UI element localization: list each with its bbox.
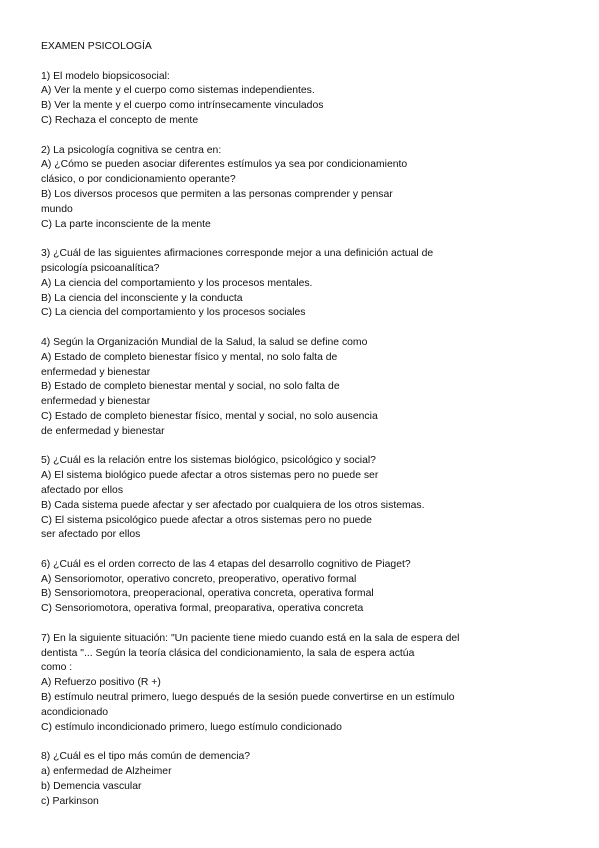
question-line: C) La ciencia del comportamiento y los procesos sociales	[41, 307, 306, 319]
question-line: A) Refuerzo positivo (R +)	[41, 677, 161, 689]
question-line: C) El sistema psicológico puede afectar a otros sistemas pero no puede	[41, 514, 372, 526]
question-line: A) Estado de completo bienestar físico y mental, no solo falta de	[41, 351, 338, 363]
question-text: 4) Según la Organización Mundial de la Salud, la salud se define como	[41, 336, 368, 348]
document-page	[41, 40, 571, 824]
question-line: B) Los diversos procesos que permiten a las personas comprender y pensar	[41, 188, 393, 200]
question-block	[41, 558, 571, 617]
question-line: como :	[41, 662, 73, 674]
question-line: C) Estado de completo bienestar físico, mental y social, no solo ausencia	[41, 410, 378, 422]
question-text: 3) ¿Cuál de las siguientes afirmaciones corresponde mejor a una definición actual de	[41, 248, 434, 260]
question-line: C) estímulo incondicionado primero, luego estímulo condicionado	[41, 721, 342, 733]
question-line: enfermedad y bienestar	[41, 366, 151, 378]
question-line: B) estímulo neutral primero, luego después de la sesión puede convertirse en un estímulo	[41, 692, 455, 704]
question-text: 8) ¿Cuál es el tipo más común de demencia?	[41, 751, 251, 763]
question-line: mundo	[41, 203, 73, 215]
question-block	[41, 144, 571, 233]
question-text: 5) ¿Cuál es la relación entre los sistemas biológico, psicológico y social?	[41, 455, 376, 467]
question-text: 1) El modelo biopsicosocial:	[41, 70, 170, 82]
question-line: C) Sensoriomotora, operativa formal, preoparativa, operativa concreta	[41, 603, 364, 615]
question-line: psicología psicoanalítica?	[41, 262, 160, 274]
question-line: b) Demencia vascular	[41, 780, 142, 792]
question-line: clásico, o por condicionamiento operante?	[41, 174, 236, 186]
question-line: acondicionado	[41, 706, 109, 718]
question-line: B) Ver la mente y el cuerpo como intrínsecamente vinculados	[41, 100, 324, 112]
question-line: B) Sensoriomotora, preoperacional, operativa concreta, operativa formal	[41, 588, 374, 600]
question-block	[41, 247, 571, 321]
question-line: B) Cada sistema puede afectar y ser afectado por cualquiera de los otros sistemas.	[41, 499, 425, 511]
question-line: c) Parkinson	[41, 795, 99, 807]
question-line: C) Rechaza el concepto de mente	[41, 114, 199, 126]
question-line: B) La ciencia del inconsciente y la conducta	[41, 292, 243, 304]
question-line: a) enfermedad de Alzheimer	[41, 766, 172, 778]
question-block	[41, 632, 571, 736]
question-line: A) Ver la mente y el cuerpo como sistemas independientes.	[41, 85, 315, 97]
question-line: C) La parte inconsciente de la mente	[41, 218, 211, 230]
question-text: 7) En la siguiente situación: "Un paciente tiene miedo cuando está en la sala de espera del	[41, 632, 460, 644]
question-line: afectado por ellos	[41, 484, 124, 496]
question-line: A) La ciencia del comportamiento y los procesos mentales.	[41, 277, 313, 289]
document-title: EXAMEN PSICOLOGÍA	[41, 41, 152, 52]
question-line: ser afectado por ellos	[41, 529, 141, 541]
question-line: B) Estado de completo bienestar mental y social, no solo falta de	[41, 381, 340, 393]
question-line: dentista "... Según la teoría clásica del condicionamiento, la sala de espera actúa	[41, 647, 415, 659]
question-block	[41, 70, 571, 129]
question-text: 2) La psicología cognitiva se centra en:	[41, 144, 222, 156]
question-line: A) ¿Cómo se pueden asociar diferentes estímulos ya sea por condicionamiento	[41, 159, 408, 171]
question-text: 6) ¿Cuál es el orden correcto de las 4 etapas del desarrollo cognitivo de Piaget?	[41, 558, 411, 570]
question-line: de enfermedad y bienestar	[41, 425, 165, 437]
question-block	[41, 750, 571, 809]
question-list	[41, 70, 571, 810]
question-line: enfermedad y bienestar	[41, 396, 151, 408]
question-line: A) El sistema biológico puede afectar a otros sistemas pero no puede ser	[41, 470, 379, 482]
question-block	[41, 336, 571, 440]
question-block	[41, 454, 571, 543]
question-line: A) Sensoriomotor, operativo concreto, preoperativo, operativo formal	[41, 573, 357, 585]
